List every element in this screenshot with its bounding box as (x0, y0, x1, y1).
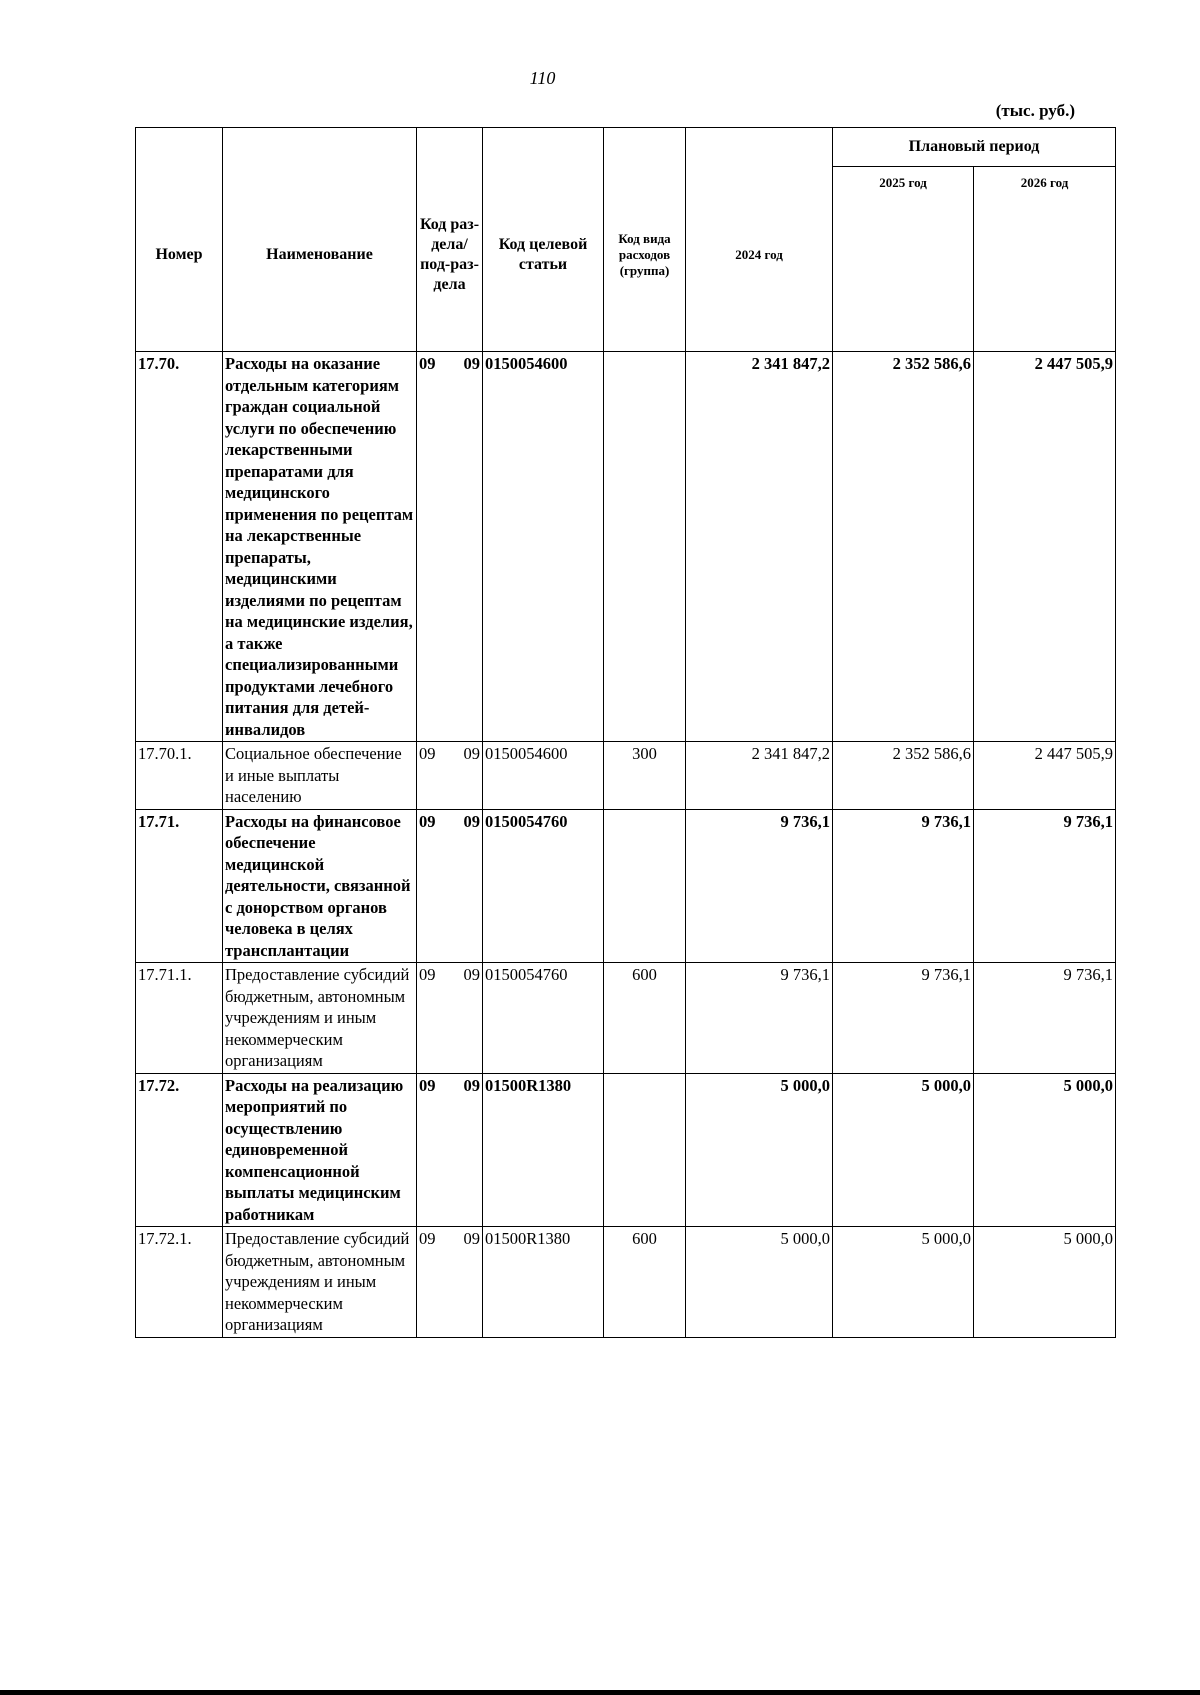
row-target-code: 0150054600 (483, 352, 604, 742)
row-section-code (417, 352, 483, 742)
razdel-code: 09 (419, 744, 436, 763)
row-section-code (417, 1227, 483, 1338)
row-amount-2024: 5 000,0 (686, 1073, 833, 1227)
scan-edge (0, 1690, 1200, 1695)
row-amount-2025: 2 352 586,6 (833, 742, 974, 810)
row-name: Расходы на реализацию мероприятий по осуществлению единовременной компенсационной выплаты медицинским работникам (223, 1073, 417, 1227)
header-2025: 2025 год (833, 167, 974, 352)
row-target-code: 0150054760 (483, 809, 604, 963)
row-amount-2026: 9 736,1 (974, 809, 1116, 963)
row-expense-type (604, 809, 686, 963)
podrazdel-code: 09 (463, 744, 480, 763)
row-amount-2026: 5 000,0 (974, 1073, 1116, 1227)
table-row (136, 963, 1116, 1074)
row-expense-type (604, 352, 686, 742)
row-number: 17.71.1. (136, 963, 223, 1074)
podrazdel-code: 09 (463, 1075, 480, 1095)
header-2024: 2024 год (686, 128, 833, 352)
row-amount-2026: 5 000,0 (974, 1227, 1116, 1338)
row-name: Социальное обеспечение и иные выплаты населению (223, 742, 417, 810)
row-target-code: 01500R1380 (483, 1227, 604, 1338)
row-section-code (417, 809, 483, 963)
table-body (136, 352, 1116, 1338)
row-amount-2026: 9 736,1 (974, 963, 1116, 1074)
header-name: Наименование (223, 128, 417, 352)
row-amount-2025: 9 736,1 (833, 963, 974, 1074)
razdel-code: 09 (419, 1229, 436, 1248)
row-number: 17.71. (136, 809, 223, 963)
row-amount-2024: 9 736,1 (686, 809, 833, 963)
table-row (136, 742, 1116, 810)
podrazdel-code: 09 (463, 354, 480, 373)
row-number: 17.70.1. (136, 742, 223, 810)
row-section-code (417, 963, 483, 1074)
budget-table (135, 127, 1116, 1338)
razdel-code: 09 (419, 965, 436, 984)
row-name: Расходы на финансовое обеспечение медицинской деятельности, связанной с донорством органов человека в целях трансплантации (223, 809, 417, 963)
row-name: Расходы на оказание отдельным категориям граждан социальной услуги по обеспечению лекарственными препаратами для медицинского применения по рецептам на лекарственные препараты, медицинскими изделиями по рецептам на медицинские изделия, а также специализированными продуктами лечебного питания для детей-инвалидов (223, 352, 417, 742)
row-number: 17.70. (136, 352, 223, 742)
row-amount-2025: 5 000,0 (833, 1073, 974, 1227)
header-number: Номер (136, 128, 223, 352)
row-amount-2024: 9 736,1 (686, 963, 833, 1074)
header-expense-type: Код вида расходов (группа) (604, 128, 686, 352)
row-target-code: 0150054600 (483, 742, 604, 810)
podrazdel-code: 09 (463, 965, 480, 984)
table-row (136, 809, 1116, 963)
header-2026: 2026 год (974, 167, 1116, 352)
row-target-code: 01500R1380 (483, 1073, 604, 1227)
table-row (136, 352, 1116, 742)
row-amount-2026: 2 447 505,9 (974, 352, 1116, 742)
row-number: 17.72. (136, 1073, 223, 1227)
row-amount-2024: 5 000,0 (686, 1227, 833, 1338)
row-number: 17.72.1. (136, 1227, 223, 1338)
podrazdel-code: 09 (463, 1229, 480, 1248)
row-amount-2025: 9 736,1 (833, 809, 974, 963)
row-amount-2024: 2 341 847,2 (686, 352, 833, 742)
units-label: (тыс. руб.) (995, 101, 1075, 120)
header-target-code: Код целевой статьи (483, 128, 604, 352)
table-row (136, 1073, 1116, 1227)
row-expense-type: 300 (604, 742, 686, 810)
row-name: Предоставление субсидий бюджетным, автономным учреждениям и иным некоммерческим организациям (223, 963, 417, 1074)
row-expense-type (604, 1073, 686, 1227)
razdel-code: 09 (419, 1075, 436, 1095)
row-expense-type: 600 (604, 1227, 686, 1338)
razdel-code: 09 (419, 811, 436, 831)
header-section-code: Код раз-дела/ под-раз-дела (417, 128, 483, 352)
row-amount-2024: 2 341 847,2 (686, 742, 833, 810)
row-name: Предоставление субсидий бюджетным, автономным учреждениям и иным некоммерческим организациям (223, 1227, 417, 1338)
header-planned-period: Плановый период (833, 128, 1116, 167)
row-amount-2025: 2 352 586,6 (833, 352, 974, 742)
row-target-code: 0150054760 (483, 963, 604, 1074)
row-section-code (417, 742, 483, 810)
page-number: 110 (529, 68, 556, 88)
table-row (136, 1227, 1116, 1338)
podrazdel-code: 09 (463, 811, 480, 831)
row-expense-type: 600 (604, 963, 686, 1074)
row-amount-2026: 2 447 505,9 (974, 742, 1116, 810)
razdel-code: 09 (419, 354, 436, 373)
row-amount-2025: 5 000,0 (833, 1227, 974, 1338)
row-section-code (417, 1073, 483, 1227)
